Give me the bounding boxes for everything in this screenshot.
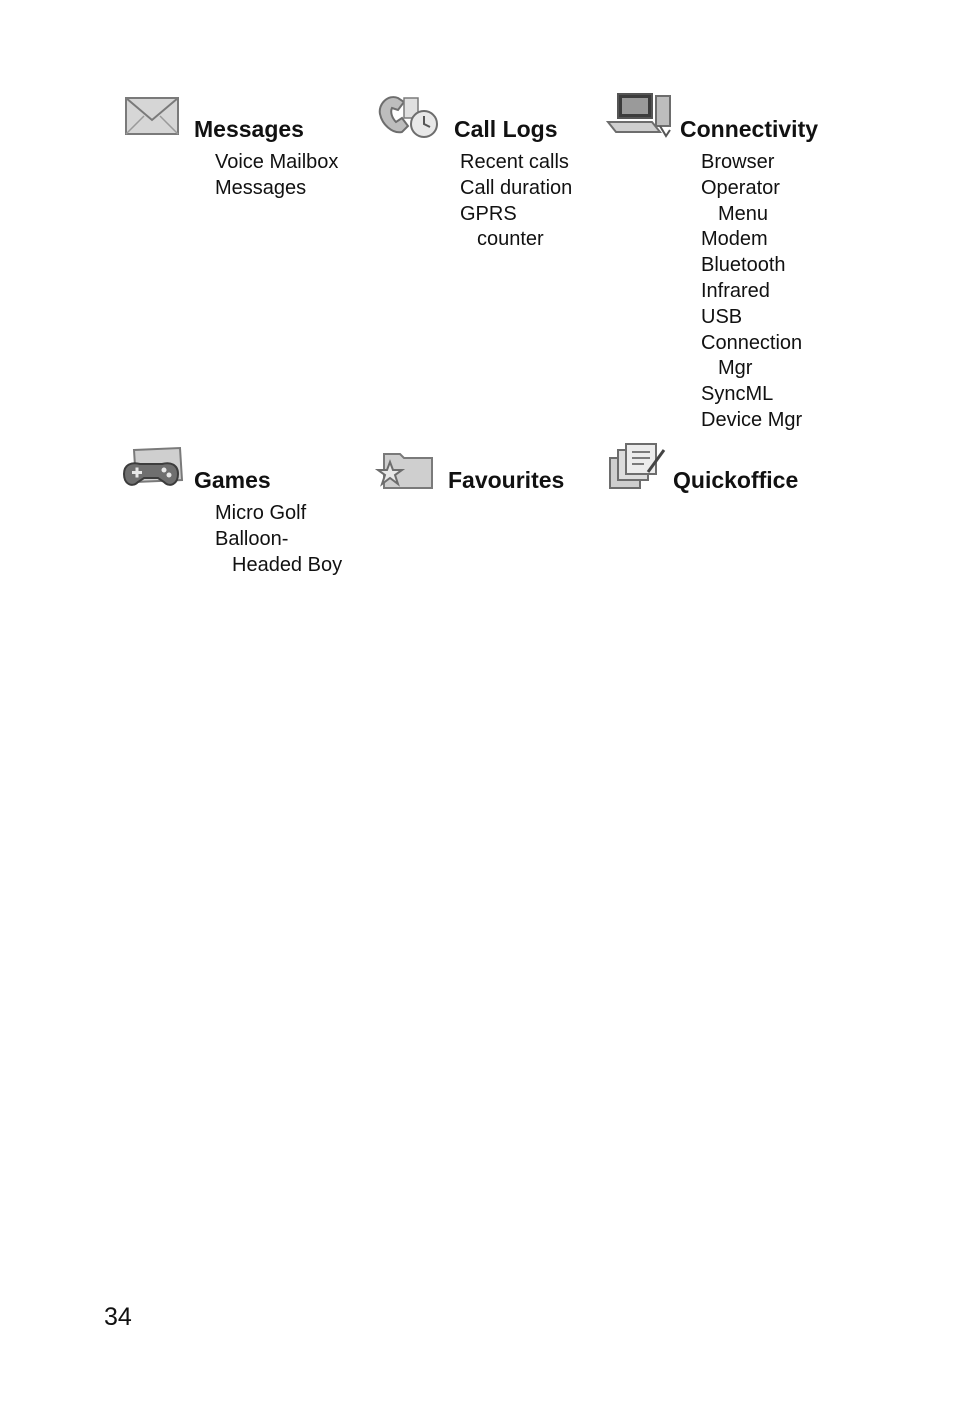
section-title-connectivity: Connectivity: [680, 116, 819, 142]
section-title-favourites: Favourites: [448, 467, 565, 493]
list-item: Headed Boy: [232, 553, 343, 576]
quickoffice-icon: [604, 442, 666, 499]
list-item: Connection: [701, 331, 803, 354]
list-item: Menu: [718, 202, 769, 225]
list-item: Voice Mailbox: [215, 151, 339, 173]
favourites-folder-icon: [374, 444, 438, 501]
section-items-connectivity: [701, 150, 802, 434]
section-items-games: [215, 501, 342, 578]
list-item: Recent calls: [460, 151, 569, 173]
list-item: SyncML: [701, 383, 774, 406]
list-item: Call duration: [460, 176, 573, 199]
section-title-quickoffice: Quickoffice: [673, 467, 799, 493]
section-title-messages: Messages: [194, 116, 304, 142]
list-item: Balloon-: [215, 527, 289, 550]
section-items-messages: [215, 150, 338, 202]
connectivity-icon: [604, 90, 676, 149]
section-title-games: Games: [194, 467, 271, 493]
list-item: Micro Golf: [215, 502, 307, 524]
list-item: USB: [701, 305, 743, 328]
envelope-icon: [122, 94, 182, 145]
list-item: Browser: [701, 151, 775, 173]
list-item: Infrared: [701, 279, 770, 302]
list-item: Modem: [701, 228, 768, 251]
list-item: counter: [477, 228, 544, 251]
page-number: 34: [104, 1303, 132, 1331]
list-item: Bluetooth: [701, 254, 786, 277]
list-item: Messages: [215, 176, 307, 199]
section-items-call-logs: [460, 150, 572, 253]
section-title-call-logs: Call Logs: [454, 116, 558, 142]
list-item: Device Mgr: [701, 408, 803, 431]
list-item: Operator: [701, 176, 780, 199]
call-logs-icon: [374, 92, 442, 147]
list-item: GPRS: [460, 202, 517, 225]
gamepad-icon: [120, 444, 186, 499]
list-item: Mgr: [718, 357, 753, 380]
